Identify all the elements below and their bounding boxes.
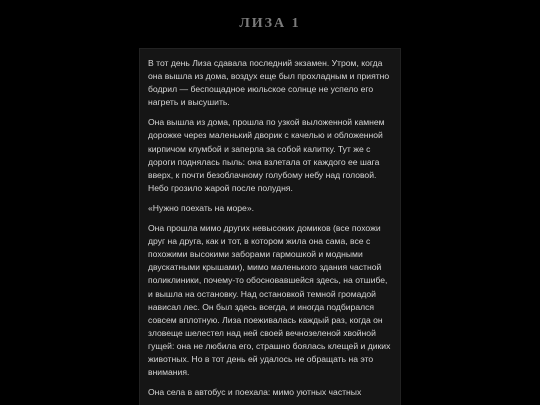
chapter-text-panel (139, 48, 401, 405)
paragraph-4: Она прошла мимо других невысоких домиков (все похожи друг на друга, как и тот, в котором жила она сама, все с похожими высокими заборами гармошкой и модными двускатными крышами), мимо маленького здания частной поликлиники, почему-то обосновавшейся здесь, на отшибе, и вышла на остановку. Над остановкой темной громадой нависал лес. Он был здесь всегда, и иногда подбирался совсем вплотную. Лиза поеживалась каждый раз, когда он зловеще шелестел над ней своей вечнозеленой хвойной гущей: она не любила его, страшно боялась клещей и диких животных. Но в тот день ей удалось не обращать на это внимания. (148, 223, 391, 378)
paragraph-5: Она села в автобус и поехала: мимо уютных частных (148, 387, 362, 398)
paragraph-3: «Нужно поехать на море». (148, 202, 254, 213)
paragraph-2: Она вышла из дома, прошла по узкой выложенной камнем дорожке через маленький дворик с качелью и обложенной кирпичом клумбой и заперла за собой калитку. Тут же с дороги поднялась пыль: она взлетала от каждого ее шага вверх, к почти безоблачному голубому небу над головой. Небо грозило жарой после полудня. (148, 117, 385, 193)
paragraph-1: В тот день Лиза сдавала последний экзамен. Утром, когда она вышла из дома, воздух еще был прохладным и приятно бодрил — беспощадное июльское солнце не успело его нагреть и высушить. (148, 58, 390, 108)
chapter-title: ЛИЗА 1 (239, 16, 301, 31)
